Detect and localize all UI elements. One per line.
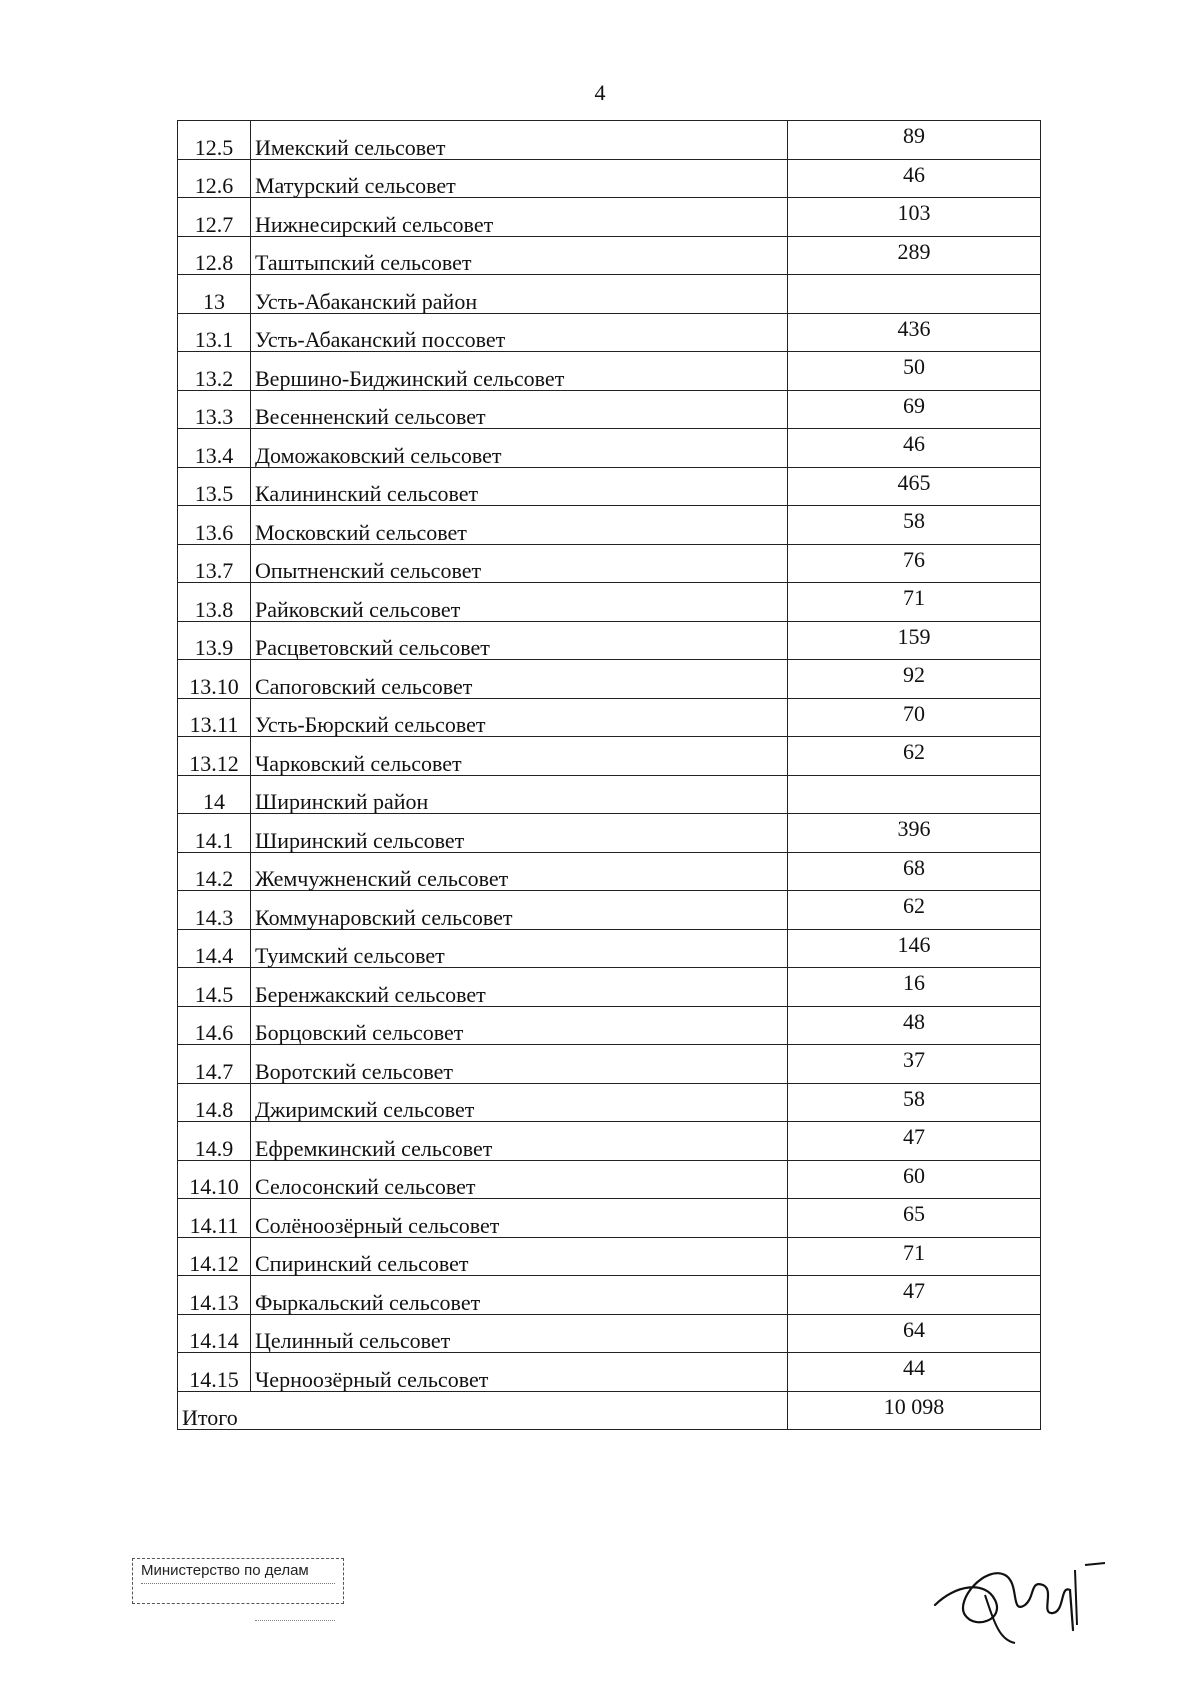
row-value: 46 <box>788 159 1041 198</box>
row-number: 14.11 <box>178 1199 251 1238</box>
table-row <box>178 698 1041 737</box>
row-name: Усть-Абаканский район <box>251 275 788 314</box>
row-name: Джиримский сельсовет <box>251 1083 788 1122</box>
stamp-underline <box>255 1620 335 1621</box>
signature <box>925 1545 1115 1645</box>
row-number: 14.8 <box>178 1083 251 1122</box>
row-number: 13.4 <box>178 429 251 468</box>
row-value: 46 <box>788 429 1041 468</box>
row-value: 64 <box>788 1314 1041 1353</box>
table-row <box>178 1199 1041 1238</box>
row-name: Коммунаровский сельсовет <box>251 891 788 930</box>
row-value: 58 <box>788 506 1041 545</box>
table-row <box>178 852 1041 891</box>
row-number: 12.6 <box>178 159 251 198</box>
row-value: 50 <box>788 352 1041 391</box>
row-number: 14.7 <box>178 1045 251 1084</box>
row-value: 62 <box>788 891 1041 930</box>
row-name: Опытненский сельсовет <box>251 544 788 583</box>
total-row <box>178 1391 1041 1430</box>
row-value: 62 <box>788 737 1041 776</box>
row-name: Московский сельсовет <box>251 506 788 545</box>
table-row <box>178 390 1041 429</box>
row-number: 14.14 <box>178 1314 251 1353</box>
row-value: 47 <box>788 1276 1041 1315</box>
row-value: 48 <box>788 1006 1041 1045</box>
row-number: 13.7 <box>178 544 251 583</box>
row-name: Ефремкинский сельсовет <box>251 1122 788 1161</box>
row-name: Усть-Абаканский поссовет <box>251 313 788 352</box>
row-number: 14.15 <box>178 1353 251 1392</box>
row-number: 13.8 <box>178 583 251 622</box>
data-table <box>177 120 1041 1430</box>
row-value: 37 <box>788 1045 1041 1084</box>
row-number: 13.11 <box>178 698 251 737</box>
row-number: 13 <box>178 275 251 314</box>
table-row <box>178 737 1041 776</box>
row-name: Фыркальский сельсовет <box>251 1276 788 1315</box>
table-body <box>178 121 1041 1392</box>
table-row <box>178 544 1041 583</box>
table-row <box>178 583 1041 622</box>
row-value: 71 <box>788 1237 1041 1276</box>
row-value: 60 <box>788 1160 1041 1199</box>
table-row <box>178 1276 1041 1315</box>
stamp-text: Министерство по делам <box>141 1562 309 1579</box>
row-value: 89 <box>788 121 1041 160</box>
row-number: 14.9 <box>178 1122 251 1161</box>
row-value: 44 <box>788 1353 1041 1392</box>
table-row <box>178 1083 1041 1122</box>
table-row <box>178 198 1041 237</box>
row-value: 396 <box>788 814 1041 853</box>
row-number: 12.7 <box>178 198 251 237</box>
row-name: Калининский сельсовет <box>251 467 788 506</box>
row-name: Расцветовский сельсовет <box>251 621 788 660</box>
table-row <box>178 621 1041 660</box>
table-row <box>178 429 1041 468</box>
row-number: 13.2 <box>178 352 251 391</box>
row-value: 16 <box>788 968 1041 1007</box>
row-value: 465 <box>788 467 1041 506</box>
row-name: Нижнесирский сельсовет <box>251 198 788 237</box>
table-row <box>178 352 1041 391</box>
row-name: Воротский сельсовет <box>251 1045 788 1084</box>
row-value: 146 <box>788 929 1041 968</box>
row-value: 103 <box>788 198 1041 237</box>
row-name: Сапоговский сельсовет <box>251 660 788 699</box>
table-row <box>178 159 1041 198</box>
row-number: 14.2 <box>178 852 251 891</box>
row-number: 13.12 <box>178 737 251 776</box>
row-value: 70 <box>788 698 1041 737</box>
row-value: 65 <box>788 1199 1041 1238</box>
table-row <box>178 236 1041 275</box>
row-value: 76 <box>788 544 1041 583</box>
row-value: 436 <box>788 313 1041 352</box>
table-row <box>178 891 1041 930</box>
row-number: 13.10 <box>178 660 251 699</box>
row-value: 289 <box>788 236 1041 275</box>
row-number: 14 <box>178 775 251 814</box>
row-name: Жемчужненский сельсовет <box>251 852 788 891</box>
row-number: 14.5 <box>178 968 251 1007</box>
row-number: 14.1 <box>178 814 251 853</box>
stamp-faded-text <box>141 1583 335 1594</box>
row-number: 14.10 <box>178 1160 251 1199</box>
row-value: 68 <box>788 852 1041 891</box>
row-number: 14.6 <box>178 1006 251 1045</box>
total-label: Итого <box>178 1391 788 1430</box>
row-name: Солёноозёрный сельсовет <box>251 1199 788 1238</box>
table-row <box>178 1353 1041 1392</box>
row-number: 14.12 <box>178 1237 251 1276</box>
row-name: Селосонский сельсовет <box>251 1160 788 1199</box>
row-name: Имекский сельсовет <box>251 121 788 160</box>
table-row <box>178 1006 1041 1045</box>
row-value <box>788 275 1041 314</box>
table-row <box>178 275 1041 314</box>
row-number: 14.3 <box>178 891 251 930</box>
table-row <box>178 1122 1041 1161</box>
row-value: 47 <box>788 1122 1041 1161</box>
row-name: Ширинский сельсовет <box>251 814 788 853</box>
row-name: Беренжакский сельсовет <box>251 968 788 1007</box>
row-name: Черноозёрный сельсовет <box>251 1353 788 1392</box>
table-row <box>178 1314 1041 1353</box>
row-name: Таштыпский сельсовет <box>251 236 788 275</box>
row-name: Райковский сельсовет <box>251 583 788 622</box>
row-name: Чарковский сельсовет <box>251 737 788 776</box>
row-number: 13.6 <box>178 506 251 545</box>
row-name: Спиринский сельсовет <box>251 1237 788 1276</box>
row-value: 58 <box>788 1083 1041 1122</box>
page-number: 4 <box>594 80 606 105</box>
total-value: 10 098 <box>788 1391 1041 1430</box>
row-number: 12.8 <box>178 236 251 275</box>
row-value: 69 <box>788 390 1041 429</box>
row-name: Весенненский сельсовет <box>251 390 788 429</box>
row-name: Вершино-Биджинский сельсовет <box>251 352 788 391</box>
row-value: 159 <box>788 621 1041 660</box>
table-row <box>178 121 1041 160</box>
table-row <box>178 506 1041 545</box>
table-row <box>178 1237 1041 1276</box>
row-value: 71 <box>788 583 1041 622</box>
table-row <box>178 929 1041 968</box>
row-name: Ширинский район <box>251 775 788 814</box>
row-name: Целинный сельсовет <box>251 1314 788 1353</box>
row-value: 92 <box>788 660 1041 699</box>
row-number: 12.5 <box>178 121 251 160</box>
row-number: 14.4 <box>178 929 251 968</box>
row-name: Борцовский сельсовет <box>251 1006 788 1045</box>
row-name: Доможаковский сельсовет <box>251 429 788 468</box>
row-number: 13.1 <box>178 313 251 352</box>
table-row <box>178 467 1041 506</box>
table-row <box>178 660 1041 699</box>
row-name: Усть-Бюрский сельсовет <box>251 698 788 737</box>
row-name: Матурский сельсовет <box>251 159 788 198</box>
row-number: 13.5 <box>178 467 251 506</box>
table-row <box>178 775 1041 814</box>
row-value <box>788 775 1041 814</box>
row-number: 14.13 <box>178 1276 251 1315</box>
table-row <box>178 814 1041 853</box>
ministry-stamp <box>132 1558 344 1604</box>
table-row <box>178 1160 1041 1199</box>
table-row <box>178 1045 1041 1084</box>
row-number: 13.3 <box>178 390 251 429</box>
table-row <box>178 313 1041 352</box>
row-name: Туимский сельсовет <box>251 929 788 968</box>
table-row <box>178 968 1041 1007</box>
row-number: 13.9 <box>178 621 251 660</box>
